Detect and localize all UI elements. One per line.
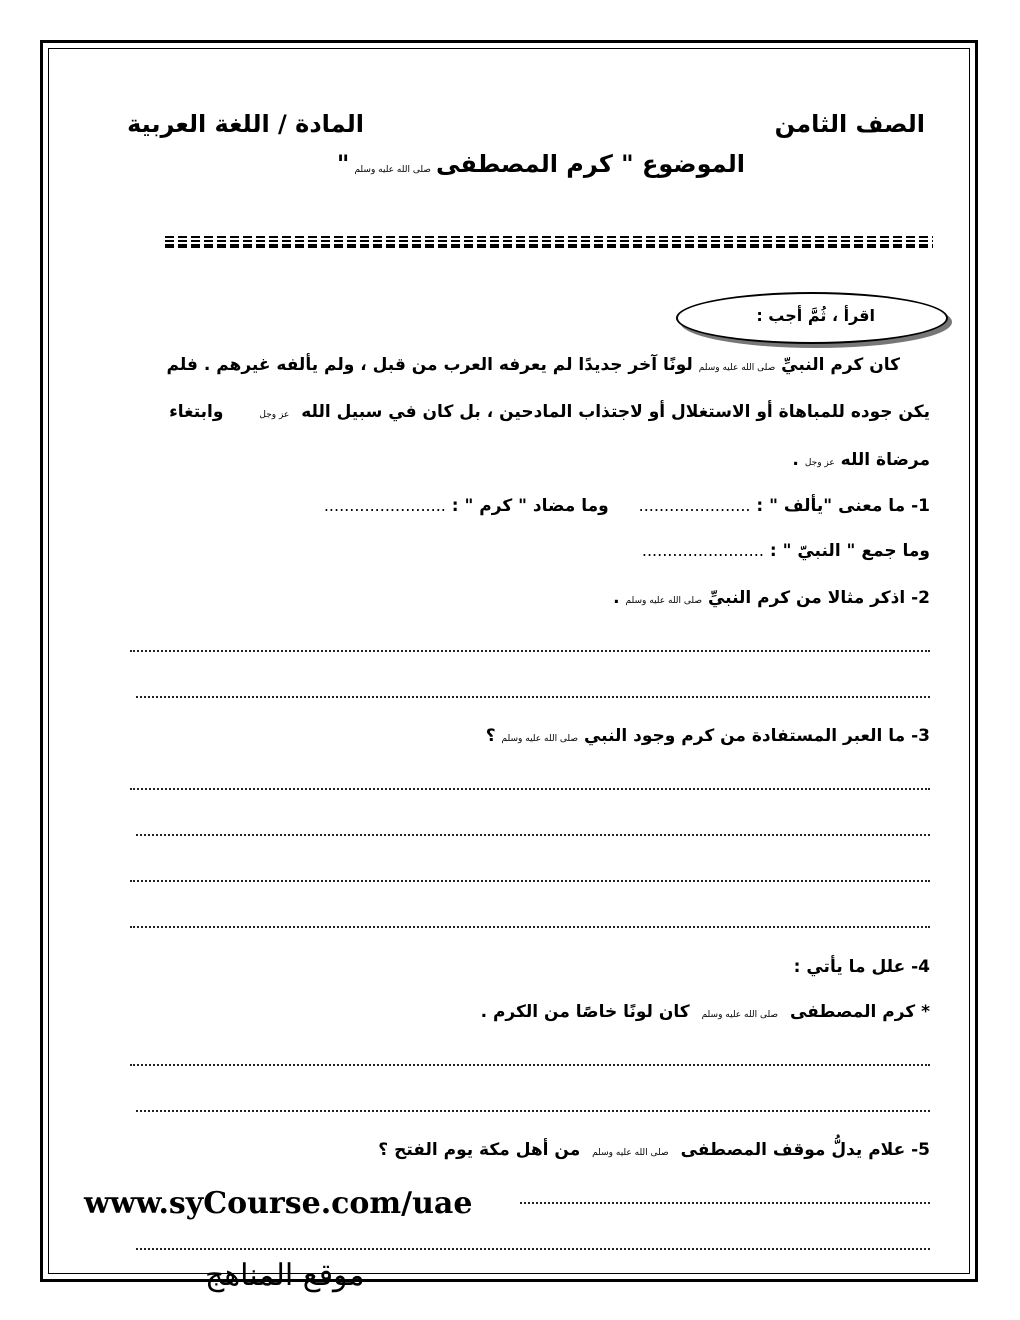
passage-text: لونًا آخر جديدًا لم يعرفه العرب من قبل ، ولم يألفه غيرهم . فلم bbox=[166, 355, 693, 375]
instruction-text: اقرأ ، ثُمَّ أجب : bbox=[756, 306, 875, 325]
q3-text: ؟ bbox=[485, 726, 496, 746]
answer-line[interactable] bbox=[130, 926, 930, 928]
passage-line-3 bbox=[792, 450, 930, 470]
q2-text: . bbox=[613, 588, 620, 608]
question-1-plural bbox=[642, 541, 930, 561]
q5-text: من أهل مكة يوم الفتح ؟ bbox=[378, 1140, 581, 1160]
answer-line[interactable] bbox=[130, 1064, 930, 1066]
answer-line[interactable] bbox=[136, 1248, 930, 1250]
q1-plural: وما جمع " النبيّ " : bbox=[769, 541, 930, 561]
azza-note: عز وجل bbox=[259, 410, 290, 420]
salla-note: صلى الله عليه وسلم bbox=[354, 165, 431, 175]
question-1 bbox=[324, 496, 930, 516]
question-5 bbox=[378, 1140, 930, 1160]
question-4: 4- علل ما يأتي : bbox=[793, 957, 930, 977]
passage-text: مرضاة الله bbox=[840, 450, 930, 470]
answer-dots[interactable]: ...................... bbox=[638, 496, 751, 515]
salla-note: صلى الله عليه وسلم bbox=[701, 1010, 779, 1020]
q1-meaning: 1- ما معنى "يألف " : bbox=[756, 496, 930, 516]
passage-line-1 bbox=[167, 355, 900, 375]
grade-label: الصف الثامن bbox=[774, 110, 925, 138]
passage-text: . bbox=[792, 450, 799, 470]
passage-line-2 bbox=[169, 402, 930, 422]
passage-text: وابتغاء bbox=[169, 402, 224, 422]
answer-line[interactable] bbox=[136, 1110, 930, 1112]
passage-text: كان كرم النبيِّ bbox=[781, 355, 900, 375]
answer-dots[interactable]: ........................ bbox=[323, 496, 446, 515]
topic-text: الموضوع " كرم المصطفى bbox=[436, 150, 745, 178]
topic-heading bbox=[337, 150, 745, 178]
answer-line[interactable] bbox=[136, 696, 930, 698]
question-3 bbox=[486, 726, 930, 746]
azza-note: عز وجل bbox=[804, 458, 835, 468]
q4-item-text: * كرم المصطفى bbox=[789, 1002, 930, 1022]
q2-text: 2- اذكر مثالا من كرم النبيِّ bbox=[707, 588, 930, 608]
answer-dots[interactable]: ........................ bbox=[641, 541, 764, 560]
answer-line[interactable] bbox=[136, 834, 930, 836]
question-2 bbox=[613, 588, 930, 608]
q1-antonym: وما مضاد " كرم " : bbox=[451, 496, 609, 516]
q3-text: 3- ما العبر المستفادة من كرم وجود النبي bbox=[583, 726, 930, 746]
answer-line[interactable] bbox=[130, 880, 930, 882]
question-4-item bbox=[481, 1002, 930, 1022]
salla-note: صلى الله عليه وسلم bbox=[501, 734, 579, 744]
passage-text: يكن جوده للمباهاة أو الاستغلال أو لاجتذاب المادحين ، بل كان في سبيل الله bbox=[301, 402, 930, 422]
salla-note: صلى الله عليه وسلم bbox=[592, 1148, 669, 1158]
separator-line bbox=[165, 236, 933, 248]
site-url[interactable]: www.syCourse.com/uae bbox=[84, 1186, 473, 1221]
salla-note: صلى الله عليه وسلم bbox=[698, 363, 776, 373]
q4-item-text: كان لونًا خاصًا من الكرم . bbox=[480, 1002, 690, 1022]
q5-text: 5- علام يدلُّ موقف المصطفى bbox=[680, 1140, 930, 1160]
topic-quote: " bbox=[336, 150, 350, 178]
answer-line[interactable] bbox=[520, 1202, 930, 1204]
site-name: موقع المناهج bbox=[205, 1258, 365, 1293]
answer-line[interactable] bbox=[130, 650, 930, 652]
answer-line[interactable] bbox=[130, 788, 930, 790]
page-border-inner bbox=[48, 48, 970, 1274]
salla-note: صلى الله عليه وسلم bbox=[625, 596, 703, 606]
subject-label: المادة / اللغة العربية bbox=[127, 110, 364, 138]
